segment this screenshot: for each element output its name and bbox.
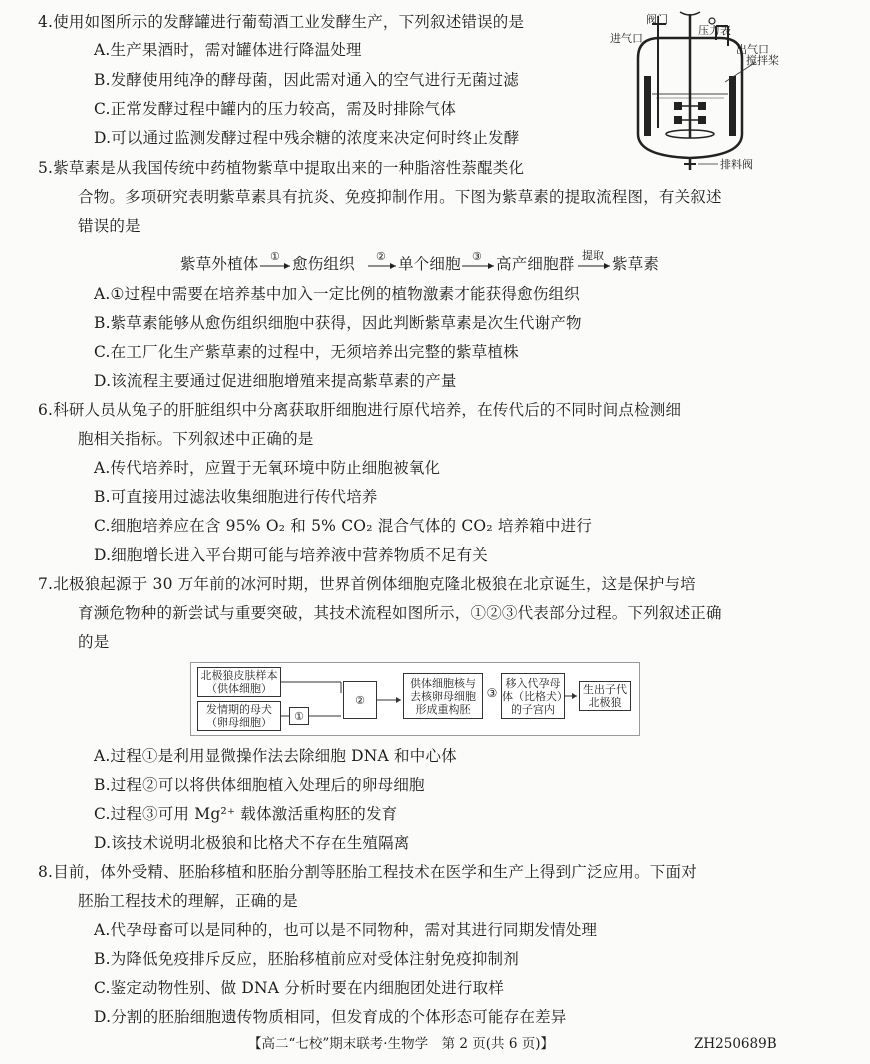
q6-stem-line-1: 6.科研人员从兔子的肝脏组织中分离获取肝细胞进行原代培养，在传代后的不同时间点检测细 [38,401,682,419]
q5-flow-arrow-1: ① [270,250,280,263]
q6-option-c: C.细胞培养应在含 95% O₂ 和 5% CO₂ 混合气体的 CO₂ 培养箱中进行 [94,517,593,535]
q8-option-c: C.鉴定动物性别、做 DNA 分析时要在内细胞团处进行取样 [94,979,505,997]
q7-option-a: A.过程①是利用显微操作法去除细胞 DNA 和中心体 [94,747,457,765]
q7-stem-line-1: 7.北极狼起源于 30 万年前的冰河时期，世界首例体细胞克隆北极狼在北京诞生，这是保护与培 [38,575,696,593]
q5-option-c: C.在工厂化生产紫草素的过程中，无须培养出完整的紫草植株 [94,343,519,361]
q8-stem-line-1: 8.目前，体外受精、胚胎移植和胚胎分割等胚胎工程技术在医学和生产上得到广泛应用。下面对 [38,863,697,881]
q4-option-a: A.生产果酒时，需对罐体进行降温处理 [94,41,362,59]
q5-option-d: D.该流程主要通过促进细胞增殖来提高紫草素的产量 [94,372,457,390]
q7-box-embryo-line-1: 供体细胞核与 [410,676,476,690]
q7-option-b: B.过程②可以将供体细胞植入处理后的卵母细胞 [94,776,425,794]
q7-box-transfer-line-2: 体（比格犬） [502,689,568,703]
footer-code: ZH250689B [694,1036,777,1052]
q6-stem-line-2: 胞相关指标。下列叙述中正确的是 [78,430,314,448]
q6-option-b: B.可直接用过滤法收集细胞进行传代培养 [94,488,378,506]
q5-flow-node-4: 高产细胞群 [496,255,575,273]
q7-box-recipient-line-2: （卵母细胞） [206,716,272,729]
q7-flow-connectors [191,663,639,735]
q5-option-b: B.紫草素能够从愈伤组织细胞中获得，因此判断紫草素是次生代谢产物 [94,314,582,332]
q7-option-c: C.过程③可用 Mg²⁺ 载体激活重构胚的发育 [94,805,398,823]
fermenter-label-valve: 阀门 [646,13,668,26]
q4-option-d: D.可以通过监测发酵过程中残余糖的浓度来决定何时终止发酵 [94,129,520,147]
q5-flow-node-3: 单个细胞 [398,255,461,273]
q5-flow-arrow-3: ③ [472,250,482,263]
q4-stem: 4.使用如图所示的发酵罐进行葡萄酒工业发酵生产，下列叙述错误的是 [38,13,525,31]
q8-option-b: B.为降低免疫排斥反应，胚胎移植前应对受体注射免疫抑制剂 [94,950,519,968]
q7-box-embryo-line-3: 形成重构胚 [415,702,471,716]
q4-option-c: C.正常发酵过程中罐内的压力较高，需及时排除气体 [94,100,457,118]
q5-stem-line-3: 错误的是 [78,217,141,235]
fermenter-label-gauge: 压力表 [698,24,731,37]
fermenter-diagram [600,6,790,174]
fermenter-label-drain: 排料阀 [720,158,753,171]
q7-box-birth-line-2: 北极狼 [588,696,622,709]
q7-flow-diagram [190,662,640,736]
q7-step-1: ① [289,707,309,725]
q7-stem-line-3: 的是 [78,633,110,651]
q5-stem-line-1: 5.紫草素是从我国传统中药植物紫草中提取出来的一种脂溶性萘醌类化 [38,159,525,177]
fermenter-label-outlet: 出气口 [736,43,769,56]
q5-flow-arrows [180,248,700,278]
q5-flow-arrow-2: ② [376,250,386,263]
q5-option-a: A.①过程中需要在培养基中加入一定比例的植物激素才能获得愈伤组织 [94,285,580,303]
q7-step-2: ② [343,681,377,719]
q5-flow-node-2: 愈伤组织 [292,255,355,273]
q5-flow-node-5: 紫草素 [612,255,660,273]
q5-flow-node-1: 紫草外植体 [180,255,259,273]
q7-box-transfer-line-1: 移入代孕母 [505,676,561,690]
q8-option-a: A.代孕母畜可以是同种的，也可以是不同物种，需对其进行同期发情处理 [94,921,598,939]
q6-option-d: D.细胞增长进入平台期可能与培养液中营养物质不足有关 [94,546,489,564]
q7-box-birth-line-1: 生出子代 [583,683,627,696]
q7-box-embryo-line-2: 去核卵母细胞 [410,689,476,703]
footer-page-info: 【高二“七校”期末联考·生物学 第 2 页(共 6 页)】 [248,1036,554,1052]
q5-stem-line-2: 合物。多项研究表明紫草素具有抗炎、免疫抑制作用。下图为紫草素的提取流程图，有关叙述 [78,188,722,206]
q4-option-b: B.发酵使用纯净的酵母菌，因此需对通入的空气进行无菌过滤 [94,71,519,89]
q8-stem-line-2: 胚胎工程技术的理解，正确的是 [78,892,298,910]
q7-box-transfer-line-3: 的子宫内 [511,702,555,716]
q7-option-d: D.该技术说明北极狼和比格犬不存在生殖隔离 [94,834,410,852]
q7-step-3: ③ [486,685,498,700]
q5-flow [180,248,700,278]
q7-box-recipient-line-1: 发情期的母犬 [206,703,272,716]
q8-option-d: D.分割的胚胎细胞遗传物质相同，但发育成的个体形态可能存在差异 [94,1008,567,1026]
q7-box-donor-line-1: 北极狼皮肤样本 [200,669,278,682]
fermenter-label-inlet: 进气口 [610,32,643,45]
q7-box-donor-line-2: （供体细胞） [206,682,272,695]
q6-option-a: A.传代培养时，应置于无氧环境中防止细胞被氧化 [94,459,441,477]
q5-flow-arrow-4: 提取 [582,249,604,262]
q7-stem-line-2: 育濒危物种的新尝试与重要突破，其技术流程如图所示，①②③代表部分过程。下列叙述正确 [78,604,722,622]
fermenter-label-stirrer: 搅拌桨 [746,54,779,67]
